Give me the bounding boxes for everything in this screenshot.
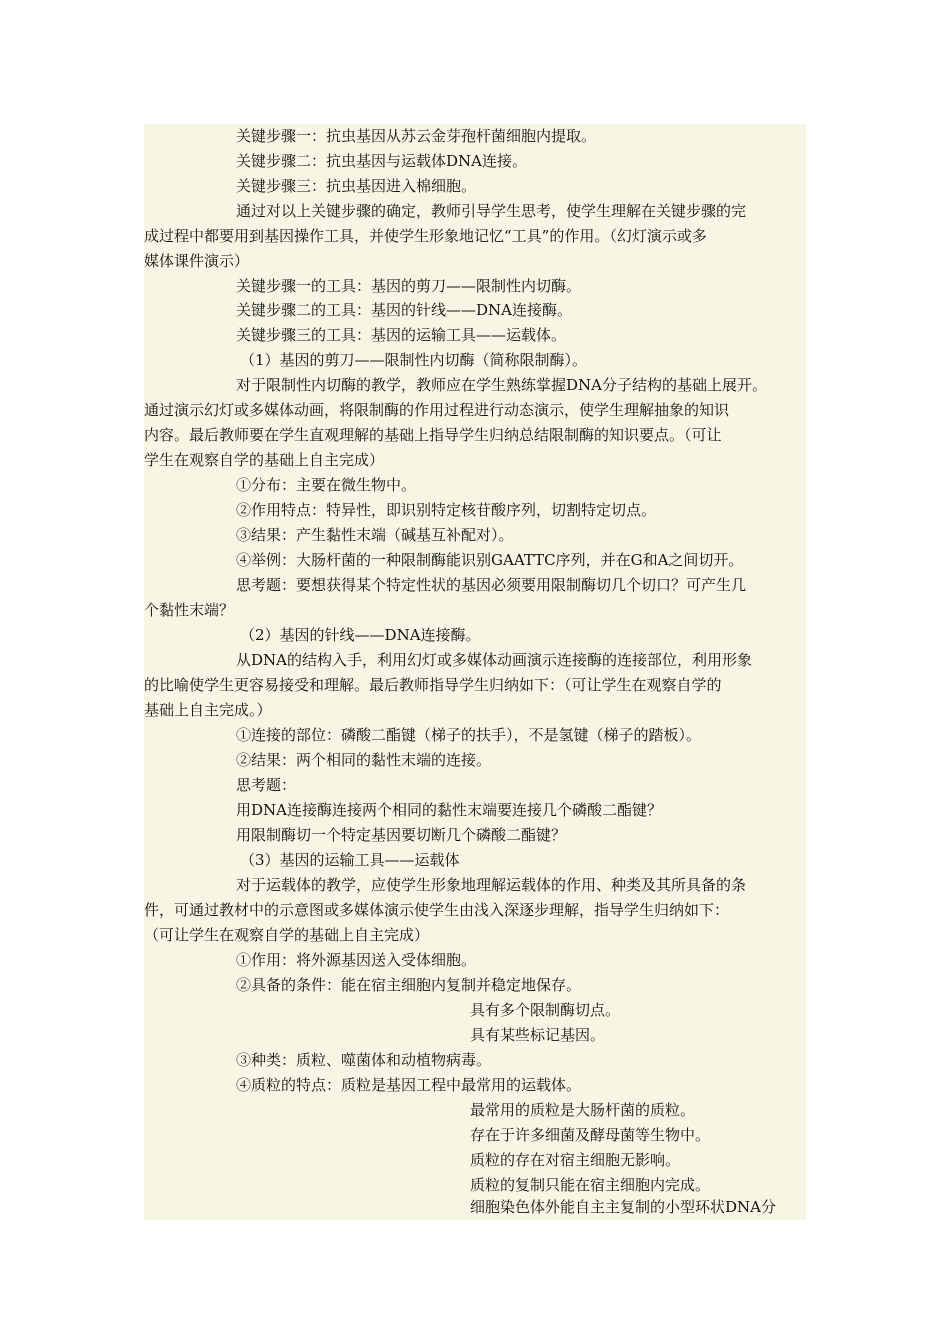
text-line: 关键步骤二的工具：基因的针线——DNA连接酶。 bbox=[236, 301, 572, 319]
text-line: 思考题：要想获得某个特定性状的基因必须要用限制酶切几个切口？可产生几 bbox=[236, 576, 747, 594]
text-line: 关键步骤一：抗虫基因从苏云金芽孢杆菌细胞内提取。 bbox=[236, 127, 597, 145]
text-line: 关键步骤三：抗虫基因进入棉细胞。 bbox=[236, 177, 477, 195]
text-line: 基础上自主完成。） bbox=[144, 701, 272, 719]
text-line: 媒体课件演示） bbox=[144, 252, 250, 270]
text-line: 关键步骤三的工具：基因的运输工具——运载体。 bbox=[236, 326, 567, 344]
text-line: 的比喻使学生更容易接受和理解。最后教师指导学生归纳如下：（可让学生在观察自学的 bbox=[144, 676, 722, 694]
document-text-block bbox=[144, 124, 806, 1220]
text-line: 用DNA连接酶连接两个相同的黏性末端要连接几个磷酸二酯键？ bbox=[236, 801, 662, 819]
section-heading: （3）基因的运输工具——运载体 bbox=[240, 851, 460, 869]
list-item: ④举例：大肠杆菌的一种限制酶能识别GAATTC序列，并在G和A之间切开。 bbox=[236, 551, 744, 569]
text-line: 从DNA的结构入手，利用幻灯或多媒体动画演示连接酶的连接部位，利用形象 bbox=[236, 651, 752, 669]
list-subitem: 存在于许多细菌及酵母菌等生物中。 bbox=[470, 1126, 711, 1144]
list-subitem: 具有某些标记基因。 bbox=[470, 1026, 606, 1044]
text-line: 关键步骤一的工具：基因的剪刀——限制性内切酶。 bbox=[236, 277, 582, 295]
list-item: ③种类：质粒、噬菌体和动植物病毒。 bbox=[236, 1051, 492, 1069]
list-subitem: 细胞染色体外能自主主复制的小型环状DNA分 bbox=[470, 1198, 776, 1216]
text-line: 对于运载体的教学，应使学生形象地理解运载体的作用、种类及其所具备的条 bbox=[236, 876, 747, 894]
text-line: 成过程中都要用到基因操作工具，并使学生形象地记忆“工具”的作用。（幻灯演示或多 bbox=[144, 227, 707, 245]
list-item: ②结果：两个相同的黏性末端的连接。 bbox=[236, 751, 492, 769]
list-item: ①分布：主要在微生物中。 bbox=[236, 476, 417, 494]
text-line: 用限制酶切一个特定基因要切断几个磷酸二酯键？ bbox=[236, 826, 567, 844]
text-line: 关键步骤二：抗虫基因与运载体DNA连接。 bbox=[236, 152, 527, 170]
list-item: ①作用：将外源基因送入受体细胞。 bbox=[236, 951, 477, 969]
list-item: ①连接的部位：磷酸二酯键（梯子的扶手），不是氢键（梯子的踏板）。 bbox=[236, 726, 702, 744]
text-line: 思考题： bbox=[236, 776, 297, 794]
text-line: 学生在观察自学的基础上自主完成） bbox=[144, 451, 385, 469]
list-subitem: 质粒的复制只能在宿主细胞内完成。 bbox=[470, 1176, 711, 1194]
list-item: ②作用特点：特异性，即识别特定核苷酸序列，切割特定切点。 bbox=[236, 501, 657, 519]
text-line: 对于限制性内切酶的教学，教师应在学生熟练掌握DNA分子结构的基础上展开。 bbox=[236, 376, 767, 394]
text-line: 内容。最后教师要在学生直观理解的基础上指导学生归纳总结限制酶的知识要点。（可让 bbox=[144, 426, 722, 444]
text-line: 个黏性末端？ bbox=[144, 601, 235, 619]
text-line: 通过对以上关键步骤的确定，教师引导学生思考，使学生理解在关键步骤的完 bbox=[236, 202, 747, 220]
list-item: ③结果：产生黏性末端（碱基互补配对）。 bbox=[236, 526, 514, 544]
text-line: 件，可通过教材中的示意图或多媒体演示使学生由浅入深逐步理解，指导学生归纳如下： bbox=[144, 901, 730, 919]
text-line: （可让学生在观察自学的基础上自主完成） bbox=[144, 926, 430, 944]
list-item: ④质粒的特点：质粒是基因工程中最常用的运载体。 bbox=[236, 1076, 582, 1094]
list-subitem: 质粒的存在对宿主细胞无影响。 bbox=[470, 1151, 681, 1169]
text-line: 通过演示幻灯或多媒体动画，将限制酶的作用过程进行动态演示，使学生理解抽象的知识 bbox=[144, 401, 730, 419]
list-item: ②具备的条件：能在宿主细胞内复制并稳定地保存。 bbox=[236, 976, 582, 994]
section-heading: （1）基因的剪刀——限制性内切酶（简称限制酶）。 bbox=[240, 351, 588, 369]
list-subitem: 最常用的质粒是大肠杆菌的质粒。 bbox=[470, 1101, 696, 1119]
section-heading: （2）基因的针线——DNA连接酶。 bbox=[240, 626, 481, 644]
list-subitem: 具有多个限制酶切点。 bbox=[470, 1001, 621, 1019]
